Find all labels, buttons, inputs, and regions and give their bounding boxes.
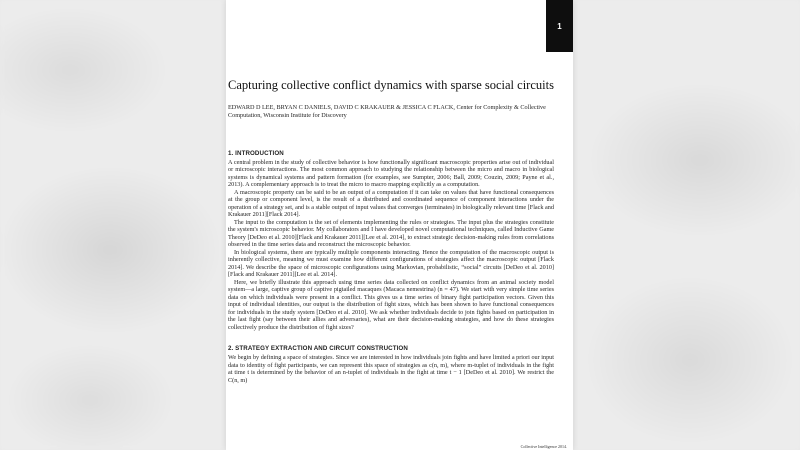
page-number-badge: 1 bbox=[546, 0, 573, 52]
intro-paragraph-5: Here, we briefly illustrate this approach using time series data collected on conflict dynamics from an animal society model system—a large, captive group of captive pigtailed macaques (Macaca nemestrina) (n = 47). We start with very simple time series data on which individuals were present in a conflict. This gives us a time series of binary fight participation vectors. Given this input of individual identities, our output is the distribution of fight sizes, which has been shown to have functional consequences for individuals in the study system [DeDeo et al. 2010]. We ask whether individuals decide to join fights based on participation in the last fight (say between their allies and adversaries), what are their decision-making strategies, and how do these strategies collectively produce the distribution of fight sizes? bbox=[228, 278, 554, 331]
document-page[interactable] bbox=[226, 0, 573, 450]
intro-paragraph-3: The input to the computation is the set of elements implementing the rules or strategies. The input plus the strategies constitute the system's microscopic behavior. My collaborators and I have developed novel computational techniques, called Inductive Game Theory [DeDeo et al. 2010][Flack and Krakauer 2011][Lee et al. 2014], to extract strategic decision-making rules from correlations observed in the time series data and reconstruct the microscopic behavior. bbox=[228, 218, 554, 248]
strategy-paragraph-1: We begin by defining a space of strategies. Since we are interested in how individuals join fights and have limited a priori our input data to identity of fight participants, we can represent this space of strategies as c(n, m), where m-tuplet of individuals in the fight at time t is determined by the behavior of an n-tuplet of individuals in the fight at time t − 1 [DeDeo et al. 2010]. We restrict the C(n, m) bbox=[228, 354, 554, 384]
intro-paragraph-2: A macroscopic property can be said to be an output of a computation if it can take on values that have functional consequences at the group or component level, is the result of a distributed and coordinated sequence of component interactions under the operation of a strategy set, and is a stable output of input values that converges (terminates) in biologically relevant time [Flack and Krakauer 2011][Flack 2014]. bbox=[228, 188, 554, 218]
page-footer: Collective Intelligence 2014. bbox=[520, 444, 567, 449]
intro-paragraph-1: A central problem in the study of collective behavior is how functionally significant macroscopic properties arise out of individual or microscopic interactions. The most common approach to studying the relationship between the micro and macro in biological systems is dynamical systems and pattern formation (for examples, see Sumpter, 2006; Ball, 2009; Couzin, 2009; Payne et al., 2013). A complementary approach is to treat the micro to macro mapping explicitly as a computation. bbox=[228, 158, 554, 188]
author-affiliation: EDWARD D LEE, BRYAN C DANIELS, DAVID C KRAKAUER & JESSICA C FLACK, Center for Complexity & Collective Computation, Wisconsin Institute for Discovery bbox=[228, 103, 546, 119]
intro-paragraph-4: In biological systems, there are typically multiple components interacting. Hence the computation of the macroscopic output is inherently collective, meaning we must examine how different configurations of strategies affect the macroscopic output [Flack 2014]. We describe the space of microscopic configurations using Markovian, probabilistic, “social” circuits [DeDeo et al. 2010][Flack and Krakauer 2011][Lee et al. 2014]. bbox=[228, 248, 554, 278]
section-heading-strategy-extraction: 2. STRATEGY EXTRACTION AND CIRCUIT CONSTRUCTION bbox=[228, 345, 408, 352]
page-content bbox=[228, 79, 554, 384]
paper-title: Capturing collective conflict dynamics with sparse social circuits bbox=[228, 78, 554, 92]
section-heading-introduction: 1. INTRODUCTION bbox=[228, 149, 284, 157]
